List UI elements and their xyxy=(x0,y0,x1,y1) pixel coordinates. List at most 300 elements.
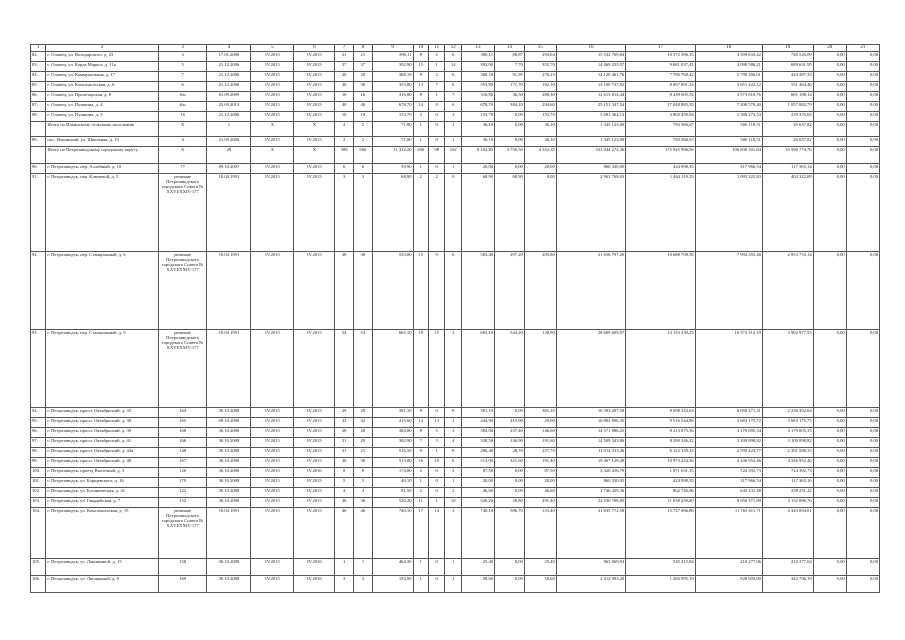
table-cell: IV.2015 xyxy=(294,137,335,147)
table-cell: 0,00 xyxy=(813,122,846,137)
table-cell: 18.04.1991 xyxy=(207,330,251,408)
table-cell: 355,70 xyxy=(524,62,556,72)
table-row xyxy=(31,458,880,468)
table-cell: 601 198,14 xyxy=(762,92,813,102)
table-cell: 2 xyxy=(353,122,372,137)
table-cell: 4 098 586,21 xyxy=(695,62,762,72)
table-cell: 16 xyxy=(335,92,354,102)
table-row xyxy=(31,559,880,576)
table-cell: 22 230 708,85 xyxy=(556,498,625,508)
table-cell: 81,50 xyxy=(372,488,413,498)
table-cell: 6 xyxy=(445,82,462,92)
column-number-cell: 20 xyxy=(813,45,846,52)
column-number-cell: 14 xyxy=(495,45,525,52)
table-cell: 0,00 xyxy=(813,559,846,576)
table-row xyxy=(31,174,880,252)
table-cell xyxy=(31,122,46,137)
table-cell: 20,00 xyxy=(524,478,556,488)
table-cell: 0 xyxy=(428,559,445,576)
table-cell: 0 xyxy=(428,408,445,418)
column-number-cell: 5 xyxy=(251,45,294,52)
table-cell: 54 xyxy=(353,330,372,408)
table-cell: 0,00 xyxy=(813,330,846,408)
table-row xyxy=(31,408,880,418)
table-cell: 30 xyxy=(335,458,354,468)
table-cell: 2 xyxy=(445,488,462,498)
table-cell: 101. xyxy=(31,478,46,488)
table-cell: 382,90 xyxy=(372,438,413,448)
table-cell: IV.2015 xyxy=(251,408,294,418)
table-cell: 317 966,54 xyxy=(695,164,762,174)
table-cell: 98. xyxy=(31,448,46,458)
table-cell: 238 251,22 xyxy=(762,488,813,498)
table-cell: 0,00 xyxy=(495,478,525,488)
column-number-cell: 16 xyxy=(556,45,625,52)
table-cell: 2 590 423,77 xyxy=(695,448,762,458)
table-cell: 533,00 xyxy=(372,252,413,330)
table-cell: 0,00 xyxy=(813,418,846,428)
table-cell: IV.2015 xyxy=(251,508,294,559)
table-cell: 28 xyxy=(353,428,372,438)
table-cell: IV.2015 xyxy=(294,458,335,468)
table-cell: 17 xyxy=(413,508,428,559)
table-cell: 117 365,16 xyxy=(762,478,813,488)
table-cell: 1 xyxy=(428,62,445,72)
table-cell: 464,30 xyxy=(372,559,413,576)
table-cell: 10 xyxy=(335,112,354,122)
table-cell: 85. xyxy=(31,82,46,92)
table-cell: IV.2015 xyxy=(251,252,294,330)
table-cell: IV.2015 xyxy=(251,488,294,498)
table-cell: 404 322,89 xyxy=(762,174,813,252)
table-cell: 3 750,50 xyxy=(495,147,525,164)
table-cell: 166 xyxy=(158,438,207,448)
table-cell: 6 xyxy=(158,82,207,92)
column-number-cell: 9 xyxy=(372,45,413,52)
table-cell: 5 691 364,13 xyxy=(556,112,625,122)
table-cell: 3 109 898,82 xyxy=(695,438,762,448)
table-cell: 20,00 xyxy=(524,164,556,174)
table-cell: 29 xyxy=(353,438,372,448)
table-cell: 30.10.2008 xyxy=(207,428,251,438)
table-cell: 30.10.2008 xyxy=(207,448,251,458)
table-cell: г. Олонец, ул. Володарского, д. 23 xyxy=(46,52,158,62)
table-cell: 506 118,51 xyxy=(695,122,762,137)
table-cell: 3 xyxy=(445,330,462,408)
table-cell: 665,10 xyxy=(461,330,494,408)
table-cell: 740,10 xyxy=(372,508,413,559)
table-cell: 16 393 207,58 xyxy=(556,408,625,418)
table-cell: г. Петрозаводск, ул. Лисицыной, д. 9 xyxy=(46,576,158,593)
table-cell: 15 727 066,86 xyxy=(626,508,695,559)
table-cell: 724 392,73 xyxy=(762,468,813,478)
table-cell: 12 613 814,44 xyxy=(556,92,625,102)
table-cell: 0,00 xyxy=(813,52,846,62)
table-cell: 520,20 xyxy=(372,498,413,508)
table-cell: 0,00 xyxy=(846,418,879,428)
table-cell: 2 xyxy=(428,174,445,252)
table-cell: 0,00 xyxy=(524,174,556,252)
table-cell: 384,00 xyxy=(372,428,413,438)
table-cell: 1 345 123,00 xyxy=(556,137,625,147)
table-cell: 8 xyxy=(413,52,428,62)
table-cell: 4 246 952,46 xyxy=(695,458,762,468)
table-cell: 11 014 333,46 xyxy=(556,448,625,458)
table-cell: 8 xyxy=(413,428,428,438)
table-cell: 68,90 xyxy=(495,174,525,252)
column-number-cell: 21 xyxy=(846,45,879,52)
table-cell: 68,90 xyxy=(461,174,494,252)
table-cell: 89. xyxy=(31,137,46,147)
table-cell: 0,00 xyxy=(846,408,879,418)
table-cell: г. Олонец, ул. Пушкина, д. 4 xyxy=(46,102,158,112)
table-cell: 106. xyxy=(31,576,46,593)
table-cell: 36,50 xyxy=(495,92,525,102)
table-cell: 21.12.2006 xyxy=(207,72,251,82)
table-cell: 10 573 312,19 xyxy=(695,330,762,408)
table-cell: 9 xyxy=(413,448,428,458)
table-cell: 0,00 xyxy=(846,458,879,468)
table-cell: 11 312,20 xyxy=(372,147,413,164)
table-cell: 10 688 708,58 xyxy=(626,252,695,330)
table-row xyxy=(31,52,880,62)
table-cell: 444,90 xyxy=(461,418,494,428)
table-cell: 513,00 xyxy=(372,458,413,468)
table-cell: 392,90 xyxy=(461,62,494,72)
table-cell: 3 xyxy=(158,52,207,62)
subtotal-row xyxy=(31,122,880,137)
table-cell: г. Олонец, ул. Карла Маркса, д. 11а xyxy=(46,62,158,72)
table-cell: 0,00 xyxy=(846,82,879,92)
table-cell: 1 xyxy=(445,164,462,174)
table-cell: 0,00 xyxy=(846,559,879,576)
table-cell: 2 301 588,35 xyxy=(762,448,813,458)
table-cell: 390,11 xyxy=(461,52,494,62)
table-cell: 1 746 429,36 xyxy=(556,488,625,498)
table-cell: 0,00 xyxy=(813,428,846,438)
table-cell: 368,18 xyxy=(372,72,413,82)
table-cell: 210 277,06 xyxy=(695,559,762,576)
table-cell: 1 xyxy=(445,137,462,147)
table-cell: 4 599 833,42 xyxy=(695,52,762,62)
table-cell: 1 xyxy=(413,576,428,593)
table-cell: 381,10 xyxy=(372,408,413,418)
table-cell: 15 xyxy=(428,330,445,408)
table-cell: 5 xyxy=(428,428,445,438)
table-cell: 0,00 xyxy=(813,488,846,498)
table-cell: 14 133 330,23 xyxy=(626,330,695,408)
table-cell: 36,10 xyxy=(461,137,494,147)
table-cell: 4 xyxy=(158,137,207,147)
table-cell: 39,90 xyxy=(372,164,413,174)
table-cell: 4 343 094,01 xyxy=(762,508,813,559)
table-cell: 100. xyxy=(31,468,46,478)
table-cell: 122 xyxy=(158,488,207,498)
table-cell: 36 xyxy=(335,498,354,508)
table-cell: 0,00 xyxy=(813,498,846,508)
table-cell: 30.10.2008 xyxy=(207,478,251,488)
table-row xyxy=(31,498,880,508)
table-cell: г. Петрозаводск, пер. Аллейный, д. 10 xyxy=(46,164,158,174)
table-cell: 415,90 xyxy=(495,418,525,428)
table-cell: 0,00 xyxy=(846,72,879,82)
table-cell: 152 xyxy=(158,498,207,508)
table-cell: 20,00 xyxy=(461,164,494,174)
table-cell: IV.2015 xyxy=(251,458,294,468)
table-cell: 26 637,82 xyxy=(762,137,813,147)
table-cell: X xyxy=(294,122,335,137)
table-cell: 783 366,67 xyxy=(626,137,695,147)
table-cell: 30.10.2008 xyxy=(207,498,251,508)
table-cell: 98 xyxy=(428,147,445,164)
table-cell: 1 xyxy=(413,478,428,488)
table-cell: 2 xyxy=(353,137,372,147)
table-cell: 30.10.2008 xyxy=(207,576,251,593)
table-cell: IV.2016 xyxy=(294,468,335,478)
table-cell: 103. xyxy=(31,498,46,508)
column-number-cell: 12 xyxy=(445,45,462,52)
table-cell: 84. xyxy=(31,72,46,82)
table-cell: 384,10 xyxy=(495,102,525,112)
table-cell: 8 897 891,24 xyxy=(626,82,695,92)
table-cell: 0,00 xyxy=(846,164,879,174)
table-cell: 175 925 996,56 xyxy=(626,147,695,164)
table-cell: г. Олонец, ул. Пушкина, д. 5 xyxy=(46,112,158,122)
table-cell: 164 xyxy=(158,408,207,418)
table-cell: IV.2015 xyxy=(251,438,294,448)
table-cell: г. Петрозаводск, просп. Октябрьский, д. 44а xyxy=(46,448,158,458)
table-cell: 1 xyxy=(335,559,354,576)
table-cell: 46,60 xyxy=(524,488,556,498)
table-row xyxy=(31,330,880,408)
table-cell: 7 994 355,48 xyxy=(695,252,762,330)
table-cell: 40 xyxy=(353,102,372,112)
column-number-cell: 7 xyxy=(335,45,354,52)
table-cell: 0,00 xyxy=(813,448,846,458)
table-cell: 174,00 xyxy=(372,468,413,478)
table-cell: 11 xyxy=(413,498,428,508)
table-cell: 126 xyxy=(158,468,207,478)
table-cell: 1 xyxy=(413,559,428,576)
table-row xyxy=(31,418,880,428)
table-cell: 09.10.2007 xyxy=(207,164,251,174)
table-cell: X xyxy=(158,147,207,164)
table-cell: 8 xyxy=(445,408,462,418)
table-cell: 6 058 471,31 xyxy=(695,408,762,418)
table-cell: IV.2015 xyxy=(251,330,294,408)
table-cell: 353,80 xyxy=(372,82,413,92)
table-cell: IV.2015 xyxy=(294,428,335,438)
table-cell: 503,40 xyxy=(461,252,494,330)
table-cell: г. Петрозаводск, проезд Высотный, д. 3 xyxy=(46,468,158,478)
table-cell: 18 xyxy=(413,330,428,408)
table-cell: 97. xyxy=(31,438,46,448)
table-cell: 0 xyxy=(428,478,445,488)
table-cell: IV.2015 xyxy=(294,72,335,82)
table-cell: 8 xyxy=(353,468,372,478)
table-cell: 257,70 xyxy=(524,448,556,458)
table-cell: г. Петрозаводск, ул. Гвардейская, д. 7 xyxy=(46,498,158,508)
table-cell: 28 xyxy=(335,428,354,438)
table-cell: 210 277,04 xyxy=(762,559,813,576)
table-row xyxy=(31,82,880,92)
table-cell: 18.04.1991 xyxy=(207,252,251,330)
table-cell: 4 xyxy=(335,488,354,498)
table-cell: г. Петрозаводск, просп. Октябрьский, д. 35 xyxy=(46,408,158,418)
table-cell: 40,10 xyxy=(372,478,413,488)
table-cell: 99. xyxy=(31,458,46,468)
table-cell: 71,80 xyxy=(372,122,413,137)
table-cell: 443 387,33 xyxy=(762,72,813,82)
column-number-header-row xyxy=(31,45,880,52)
table-cell: 6 xyxy=(445,252,462,330)
table-cell: г. Петрозаводск, пер. Ключевой, д. 5 xyxy=(46,174,158,252)
table-cell: 19 467 129,28 xyxy=(556,458,625,468)
table-cell: 0,00 xyxy=(846,102,879,112)
table-cell: 678,70 xyxy=(461,102,494,112)
table-cell: 276,23 xyxy=(524,72,556,82)
table-cell: 14 xyxy=(428,508,445,559)
table-cell: IV.2015 xyxy=(251,92,294,102)
table-cell: 35 590 774,76 xyxy=(762,147,813,164)
table-cell: 25.05.2013 xyxy=(207,102,251,112)
table-row xyxy=(31,137,880,147)
column-number-cell: 15 xyxy=(524,45,556,52)
table-cell: 1 095 325,83 xyxy=(695,174,762,252)
table-cell: 14 xyxy=(413,418,428,428)
table-cell: 8 050 371,89 xyxy=(695,498,762,508)
table-cell: 146,90 xyxy=(495,438,525,448)
table-cell: 18.04.1991 xyxy=(207,174,251,252)
table-cell: 37 xyxy=(335,62,354,72)
table-cell: IV.2015 xyxy=(294,112,335,122)
table-cell: г. Олонец, ул. Пролетарская, д. 8 xyxy=(46,92,158,102)
table-cell: 7 xyxy=(158,72,207,82)
table-cell: X xyxy=(158,122,207,137)
table-cell: 21 xyxy=(335,52,354,62)
table-cell: 14 xyxy=(445,62,462,72)
column-number-cell: 13 xyxy=(461,45,494,52)
table-cell: 3 109 898,82 xyxy=(762,438,813,448)
column-number-cell: 18 xyxy=(695,45,762,52)
table-cell: 8 xyxy=(413,72,428,82)
table-cell: 30 xyxy=(335,82,354,92)
table-cell: IV.2015 xyxy=(251,498,294,508)
table-cell: 40 xyxy=(335,102,354,112)
table-cell: 3 683 175,75 xyxy=(762,418,813,428)
table-cell: 30.10.2008 xyxy=(207,438,251,448)
table-cell: 0,00 xyxy=(846,174,879,252)
table-cell: 384,00 xyxy=(461,428,494,438)
table-cell: IV.2015 xyxy=(251,62,294,72)
table-row xyxy=(31,72,880,82)
table-cell: 54 xyxy=(335,330,354,408)
table-cell: 860 330,00 xyxy=(556,164,625,174)
table-cell: 29 xyxy=(353,408,372,418)
table-cell: 589 xyxy=(335,147,354,164)
column-number-cell: 8 xyxy=(353,45,372,52)
table-cell: 0,00 xyxy=(846,62,879,72)
table-cell: Итого по Петрозаводскому городскому округу xyxy=(46,147,158,164)
table-cell: 3 xyxy=(445,508,462,559)
table-cell: 740 520,09 xyxy=(762,52,813,62)
table-cell: 20,00 xyxy=(461,478,494,488)
table-cell: 46,60 xyxy=(461,488,494,498)
table-cell: г. Петрозаводск, просп. Октябрьский, д. 41 xyxy=(46,438,158,448)
table-cell: 586,70 xyxy=(495,508,525,559)
table-cell: 566 xyxy=(353,147,372,164)
table-cell: 6 xyxy=(335,164,354,174)
table-cell: 14 xyxy=(413,102,428,112)
table-cell: 392,90 xyxy=(372,62,413,72)
column-number-cell: 1 xyxy=(31,45,46,52)
table-cell: 0,00 xyxy=(813,164,846,174)
table-cell: 3 xyxy=(353,174,372,252)
table-cell: 14 469 255,57 xyxy=(556,62,625,72)
table-cell: 0,00 xyxy=(846,428,879,438)
table-cell: 1 464 119,33 xyxy=(626,174,695,252)
table-cell: 191,40 xyxy=(524,458,556,468)
table-cell: 3 xyxy=(353,576,372,593)
table-cell: 68,90 xyxy=(372,174,413,252)
table-cell: 0 xyxy=(445,174,462,252)
table-cell: 1 xyxy=(445,418,462,428)
table-cell: 168 xyxy=(158,428,207,438)
table-cell: 16 xyxy=(353,92,372,102)
table-cell: 20 xyxy=(353,72,372,82)
table-cell: 7,70 xyxy=(495,62,525,72)
table-cell: 0,00 xyxy=(846,112,879,122)
table-cell: 0,00 xyxy=(846,52,879,62)
table-cell: 316,80 xyxy=(372,92,413,102)
table-cell: IV.2015 xyxy=(294,418,335,428)
table-cell: 0,00 xyxy=(495,488,525,498)
table-cell: 17.01.2008 xyxy=(207,52,251,62)
table-cell: 13 xyxy=(413,82,428,92)
table-cell: 3 xyxy=(413,112,428,122)
table-cell: IV.2015 xyxy=(251,174,294,252)
table-cell: решение Петрозаводского городского Совета № XXVI/XXIV-177 xyxy=(158,330,207,408)
table-cell: X xyxy=(251,147,294,164)
table-cell: 0,00 xyxy=(813,458,846,468)
table-cell: 1 xyxy=(413,122,428,137)
table-cell: 1 260 995,19 xyxy=(626,576,695,593)
table-cell: 18.04.1991 xyxy=(207,508,251,559)
table-cell: 1 xyxy=(428,498,445,508)
table-cell: 297,20 xyxy=(495,252,525,330)
table-cell: 333 944 272,36 xyxy=(556,147,625,164)
table-cell: IV.2015 xyxy=(251,164,294,174)
table-cell: 520,20 xyxy=(461,498,494,508)
table-cell: 3 683 175,72 xyxy=(695,418,762,428)
table-cell: 0,00 xyxy=(495,137,525,147)
table-cell: 7 xyxy=(413,438,428,448)
table-cell: 3 320 416,79 xyxy=(556,468,625,478)
table-cell: IV.2015 xyxy=(251,418,294,428)
table-cell: 16 xyxy=(158,112,207,122)
table-cell: 146,60 xyxy=(524,428,556,438)
table-cell: 0,00 xyxy=(813,438,846,448)
table-cell: IV.2015 xyxy=(251,72,294,82)
table-cell: 9 681 037,41 xyxy=(626,62,695,72)
table-cell: 0,00 xyxy=(846,137,879,147)
table-cell: 8 098 343,63 xyxy=(626,408,695,418)
table-cell: 86. xyxy=(31,92,46,102)
table-cell: IV.2015 xyxy=(251,82,294,92)
table-cell: 13 100 737,82 xyxy=(556,82,625,92)
table-cell: 4 xyxy=(445,438,462,448)
table-cell: 0,00 xyxy=(813,147,846,164)
